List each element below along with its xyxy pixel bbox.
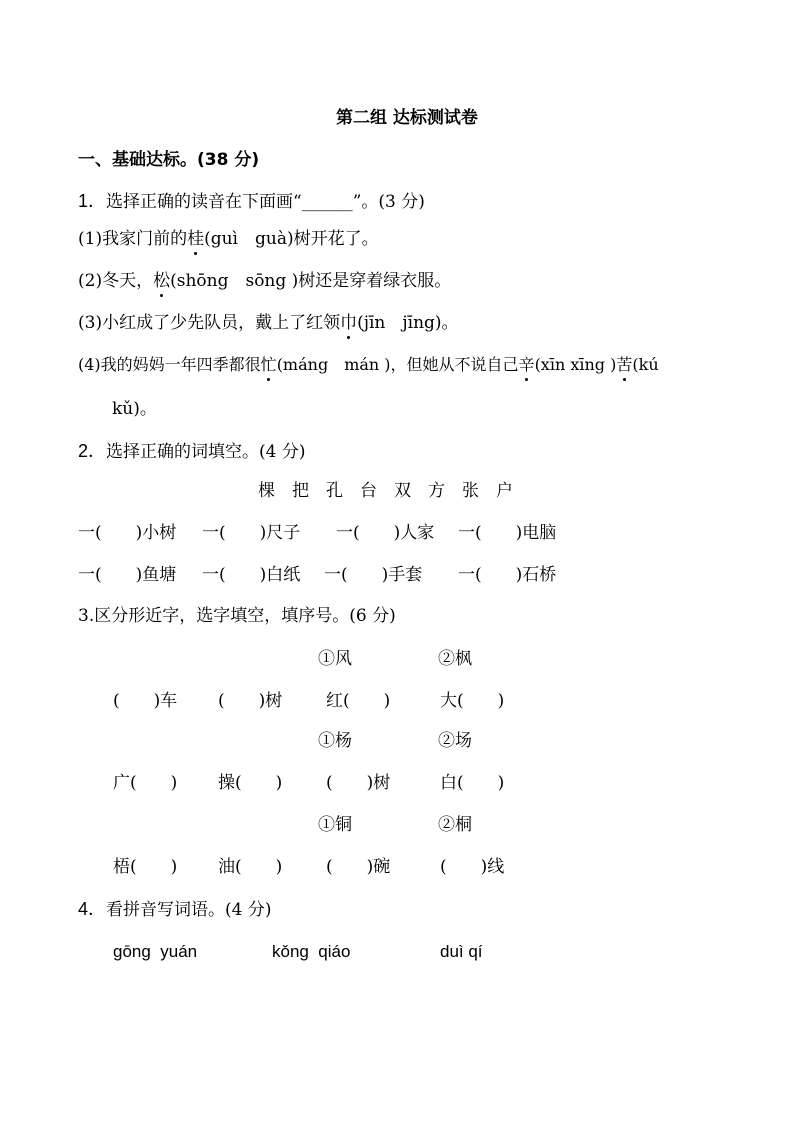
q1-item-4 — [78, 354, 659, 376]
page-title: 第二组 达标测试卷 — [336, 108, 478, 128]
pinyin-word: gōng yuán — [113, 942, 198, 961]
blank-item: 广( ) — [113, 773, 178, 793]
dotted-char: 辛 — [518, 355, 535, 374]
question-3: 3.区分形近字，选字填空，填序号。(6 分) — [78, 606, 396, 626]
question-number: 1． — [78, 191, 107, 211]
item-text: (3)小红成了少先队员，戴上了红领 — [78, 313, 341, 333]
item-text: (máng mán )，但她从不说自己 — [276, 355, 519, 374]
blank-item: 红( ) — [326, 691, 391, 711]
blank-item: 大( ) — [440, 691, 505, 711]
question-number: 4． — [78, 899, 107, 919]
item-text: (jīn jīng)。 — [357, 313, 459, 333]
q1-item-3 — [78, 312, 459, 334]
dotted-char: 桂 — [187, 229, 205, 249]
question-prompt: 看拼音写词语。(4 分) — [106, 900, 272, 920]
item-text: (2)冬天， — [78, 271, 154, 291]
blank-item: ( )碗 — [326, 857, 391, 877]
question-1 — [78, 190, 425, 213]
blank-item: ( )树 — [218, 691, 283, 711]
option-2: ②场 — [438, 731, 472, 751]
dotted-char: 松 — [153, 271, 171, 291]
pinyin-word: duì qí — [440, 942, 483, 961]
blank-item: 一( )小树 — [78, 523, 177, 543]
q1-item-4-cont: kǔ)。 — [112, 399, 157, 419]
dotted-char: 忙 — [260, 355, 277, 374]
dotted-char: 巾 — [340, 313, 358, 333]
blank-item: 一( )白纸 — [202, 565, 301, 585]
blank-item: 白( ) — [440, 773, 505, 793]
blank-item: 一( )鱼塘 — [78, 565, 177, 585]
question-prompt: 选择正确的读音在下面画“______”。(3 分) — [106, 192, 425, 212]
option-1: ①杨 — [318, 731, 352, 751]
item-text: (4)我的妈妈一年四季都很 — [78, 355, 261, 374]
option-2: ②桐 — [438, 815, 472, 835]
blank-item: 一( )人家 — [336, 523, 435, 543]
item-text: (kú — [632, 355, 659, 374]
item-text: (shōng sōng )树还是穿着绿衣服。 — [170, 271, 452, 291]
blank-item: 操( ) — [218, 773, 283, 793]
blank-item: 一( )石桥 — [458, 565, 557, 585]
pinyin-word: kǒng qiáo — [272, 942, 351, 961]
section-heading: 一、基础达标。(38 分) — [78, 150, 260, 170]
item-text: (1)我家门前的 — [78, 229, 188, 249]
blank-item: ( )树 — [326, 773, 391, 793]
option-1: ①风 — [318, 649, 352, 669]
option-2: ②枫 — [438, 649, 472, 669]
blank-item: 油( ) — [218, 857, 283, 877]
question-prompt: 选择正确的词填空。(4 分) — [106, 442, 306, 462]
question-2 — [78, 440, 306, 463]
item-text: (guì guà)树开花了。 — [204, 229, 379, 249]
blank-item: 梧( ) — [113, 857, 178, 877]
dotted-char: 苦 — [616, 355, 633, 374]
blank-item: ( )车 — [113, 691, 178, 711]
q1-item-2 — [78, 270, 451, 292]
word-bank: 棵 把 孔 台 双 方 张 户 — [258, 481, 513, 501]
blank-item: 一( )电脑 — [458, 523, 557, 543]
question-number: 2． — [78, 441, 107, 461]
blank-item: 一( )尺子 — [202, 523, 301, 543]
blank-item: ( )线 — [440, 857, 505, 877]
blank-item: 一( )手套 — [324, 565, 423, 585]
q1-item-1 — [78, 228, 379, 250]
item-text: (xīn xīng ) — [534, 355, 617, 374]
question-4 — [78, 898, 272, 921]
option-1: ①铜 — [318, 815, 352, 835]
